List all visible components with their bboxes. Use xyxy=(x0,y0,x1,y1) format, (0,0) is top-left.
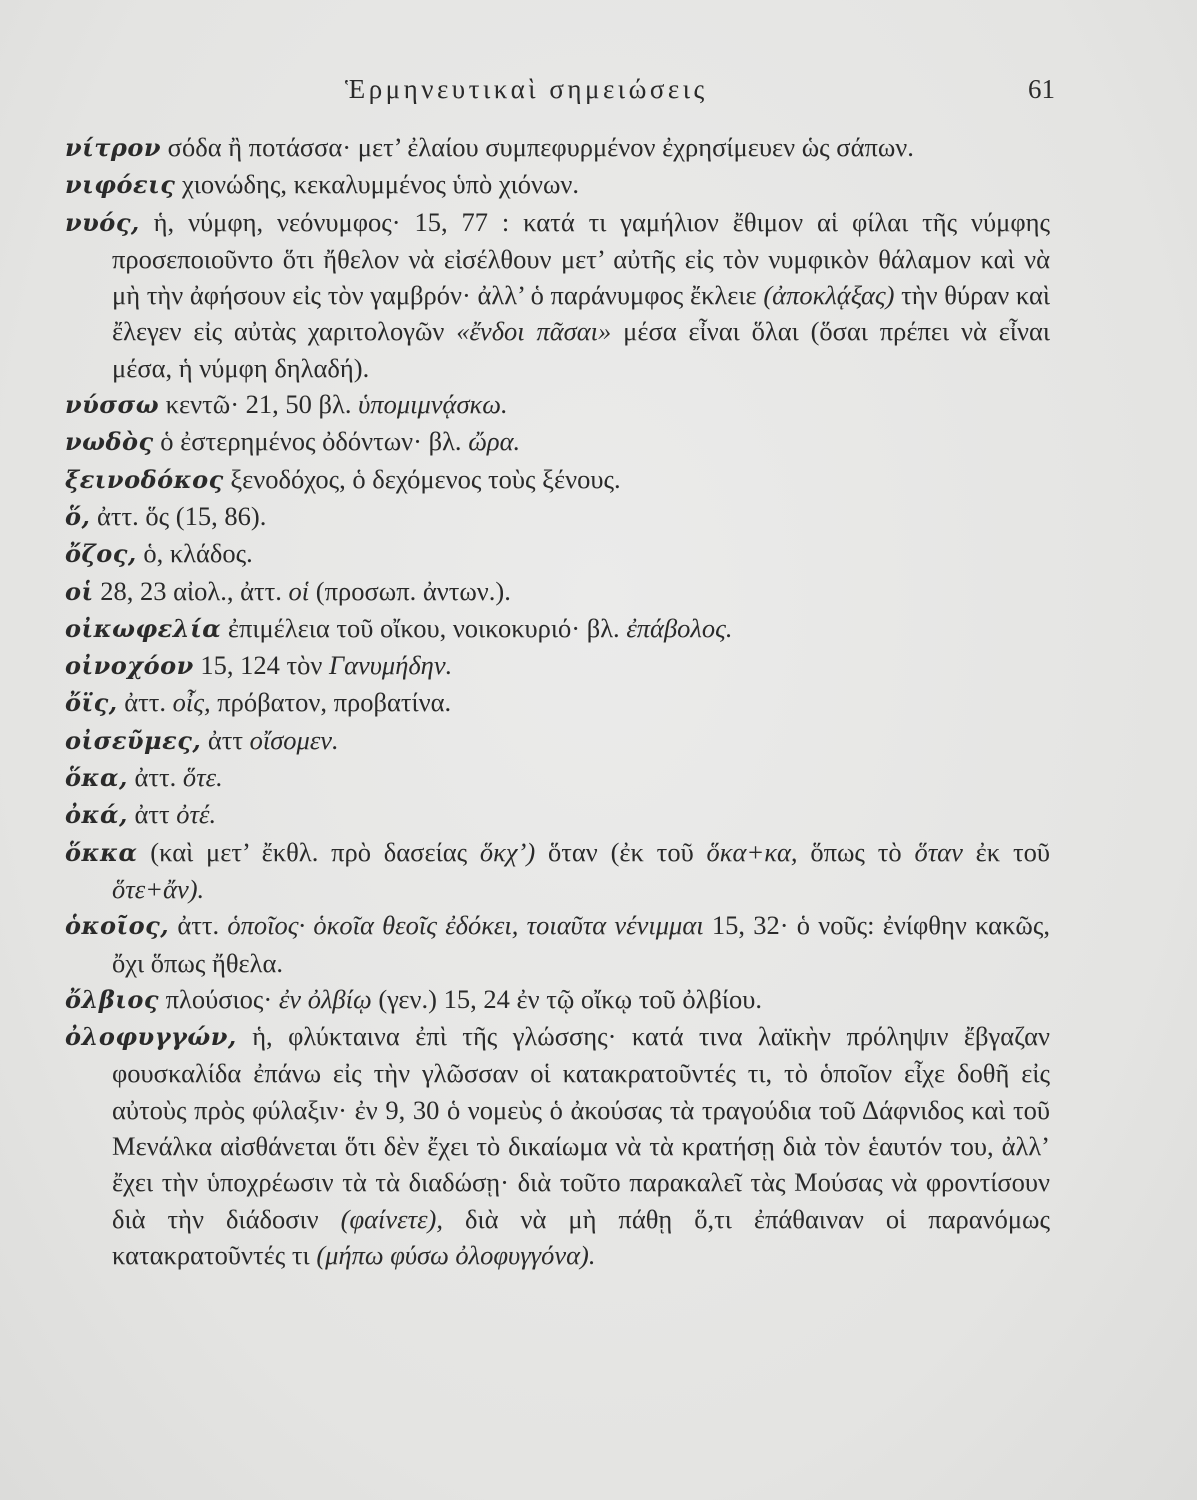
entry-italic-text: (φαίνετε), xyxy=(340,1203,443,1234)
glossary-entry xyxy=(65,610,1050,647)
entry-headword: ὀκά, xyxy=(65,800,128,830)
glossary-entries xyxy=(65,129,1050,1273)
entry-italic-text: (ἀποκλᾴξας) xyxy=(763,280,895,311)
entry-headword: οἰκωφελία xyxy=(65,613,222,643)
entry-text: ὁ, κλάδος. xyxy=(136,538,253,569)
glossary-entry xyxy=(65,759,1050,796)
entry-text: 15, 32· ὁ νοῦς: ἐνίφθην κακῶς, ὄχι ὅπως ἤθελα. xyxy=(112,910,1050,978)
entry-italic-text: οἱ xyxy=(288,575,310,606)
entry-italic-text: «ἔνδοι πᾶσαι» xyxy=(456,316,612,347)
glossary-entry xyxy=(65,423,1050,460)
glossary-entry xyxy=(65,647,1050,684)
glossary-entry xyxy=(65,129,1050,166)
entry-text: (γεν.) 15, 24 ἐν τῷ οἴκῳ τοῦ ὀλβίου. xyxy=(371,983,763,1014)
entry-text: ὅταν (ἐκ τοῦ xyxy=(535,836,707,867)
entry-text: 15, 124 τὸν xyxy=(193,650,329,681)
page-number: 61 xyxy=(1028,74,1055,104)
entry-text: τὴν θύραν καὶ ἔλεγεν εἰς αὐτὰς χαριτολογῶν xyxy=(112,280,1050,347)
entry-italic-text: ἐν ὀλβίῳ xyxy=(278,983,372,1014)
glossary-entry xyxy=(65,907,1050,981)
entry-text: πρόβατον, προβατίνα. xyxy=(210,687,452,718)
entry-text: πλούσιος· xyxy=(159,983,279,1014)
entry-headword: οἰσεῦμες, xyxy=(65,725,202,755)
glossary-entry xyxy=(65,684,1050,721)
glossary-entry xyxy=(65,461,1050,498)
entry-text: χιονώδης, κεκαλυμμένος ὑπὸ χιόνων. xyxy=(175,169,580,200)
entry-headword: νωδὸς xyxy=(65,427,154,457)
entry-text: ἀττ. xyxy=(127,762,183,793)
entry-headword: ὅ, xyxy=(65,501,91,531)
entry-italic-text: Γανυμήδην. xyxy=(329,650,453,681)
entry-text: ὁ ἐστερημένος ὀδόντων· βλ. xyxy=(153,426,469,457)
entry-italic-text: οἶς, xyxy=(172,687,211,718)
glossary-entry xyxy=(65,573,1050,610)
entry-headword: ὀλοφυγγών, xyxy=(65,1022,237,1052)
entry-italic-text: (μήπω φύσω ὀλοφυγγόνα). xyxy=(316,1239,596,1270)
entry-italic-text: ὑπομιμνᾴσκω. xyxy=(358,389,508,420)
entry-headword: ὄζος, xyxy=(65,539,137,569)
glossary-entry xyxy=(65,834,1050,908)
entry-text: ξενοδόχος, ὁ δεχόμενος τοὺς ξένους. xyxy=(223,463,621,494)
running-head xyxy=(0,74,1197,114)
entry-text: ἐπιμέλεια τοῦ οἴκου, νοικοκυριό· βλ. xyxy=(221,612,627,643)
entry-text: ἀττ xyxy=(201,724,250,755)
running-title: Ἑρμηνευτικαὶ σημειώσεις xyxy=(345,74,708,104)
entry-italic-text: ὤρα. xyxy=(468,426,521,457)
entry-text: ἀττ. xyxy=(169,910,228,941)
glossary-entry xyxy=(65,722,1050,759)
entry-headword: ὄλβιος xyxy=(65,984,160,1014)
entry-text: μέσα εἶναι ὅλαι (ὅσαι πρέπει νὰ εἶναι μέσα, ἡ νύμφη δηλαδή). xyxy=(112,316,1050,383)
entry-italic-text: οἴσομεν. xyxy=(249,724,339,755)
entry-text: ἀττ. xyxy=(117,687,173,718)
entry-text: 28, 23 αἰολ., ἀττ. xyxy=(93,575,289,606)
glossary-entry xyxy=(65,386,1050,423)
entry-text: διὰ νὰ μὴ πάθῃ ὅ,τι ἐπάθαιναν οἱ παρανόμως κατακρατοῦντές τι xyxy=(112,1203,1050,1270)
entry-headword: νυός, xyxy=(65,207,140,237)
entry-headword: ξεινοδόκος xyxy=(65,464,224,494)
glossary-entry xyxy=(65,166,1050,203)
entry-text: ἡ, νύμφη, νεόνυμφος· 15, 77 : κατά τι γαμήλιον ἔθιμον αἱ φίλαι τῆς νύμφης προσεποιοῦντο ὅτι ἤθελον νὰ εἰσέλθουν μετ’ αὐτῆς εἰς τὸν νυμφικὸν θάλαμον καὶ νὰ μὴ τὴν ἀφήσουν εἰς τὸν γαμβρόν· ἀλλ’ ὁ παράνυμφος ἔκλειε xyxy=(112,206,1050,311)
glossary-entry xyxy=(65,204,1050,386)
glossary-entry xyxy=(65,1018,1050,1273)
entry-italic-text: ὅτε. xyxy=(182,762,223,793)
entry-italic-text: ὅτε+ἄν). xyxy=(112,873,205,904)
entry-italic-text: ὅκχ’) xyxy=(479,836,536,867)
entry-text: ἐκ τοῦ xyxy=(962,836,1050,867)
entry-text: ὅπως τὸ xyxy=(797,836,915,867)
entry-text: (καὶ μετ’ ἔκθλ. πρὸ δασείας xyxy=(137,836,480,867)
entry-italic-text: ὀτέ. xyxy=(176,799,217,830)
entry-headword: νιφόεις xyxy=(65,170,176,200)
glossary-entry xyxy=(65,796,1050,833)
entry-italic-text: ὅταν xyxy=(914,836,963,867)
entry-text: ἀττ xyxy=(127,799,177,830)
entry-headword: οἰνοχόον xyxy=(65,651,194,681)
entry-headword: ὅκκα xyxy=(65,837,138,867)
entry-headword: οἱ xyxy=(65,576,94,606)
entry-headword: ὅκα, xyxy=(65,763,128,793)
entry-headword: νίτρον xyxy=(65,133,162,162)
entry-text: ἡ, φλύκταινα ἐπὶ τῆς γλώσσης· κατά τινα λαϊκὴν πρόληψιν ἔβγαζαν φουσκαλίδα ἐπάνω εἰς τὴν γλῶσσαν οἱ κατακρατοῦντές τι, τὸ ὁποῖον εἶχε δοθῆ εἰς αὐτοὺς πρὸς φύλαξιν· ἐν 9, 30 ὁ νομεὺς ὁ ἀκούσας τὰ τραγούδια τοῦ Δάφνιδος καὶ τοῦ Μενάλκα αἰσθάνεται ὅτι δὲν ἔχει τὸ δικαίωμα νὰ τὰ κρατήσῃ διὰ τὸν ἑαυτόν του, ἀλλ’ ἔχει τὴν ὑποχρέωσιν τὰ τὰ διαδώσῃ· διὰ τοῦτο παρακαλεῖ τὰς Μούσας νὰ φροντίσουν διὰ τὴν διάδοσιν xyxy=(112,1021,1050,1234)
entry-headword: ὁκοῖος, xyxy=(65,911,170,941)
entry-headword: νύσσω xyxy=(65,390,160,420)
glossary-entry xyxy=(65,981,1050,1018)
entry-italic-text: ἐπάβολος. xyxy=(626,612,733,643)
entry-italic-text: ὁποῖος· ὁκοῖα θεοῖς ἐδόκει, τοιαῦτα νένιμμαι xyxy=(227,910,704,941)
glossary-entry xyxy=(65,498,1050,535)
entry-italic-text: ὅκα+κα, xyxy=(706,836,798,867)
entry-text: (προσωπ. ἀντων.). xyxy=(309,575,511,606)
entry-text: ἀττ. ὅς (15, 86). xyxy=(90,500,267,531)
glossary-entry xyxy=(65,535,1050,572)
entry-headword: ὄϊς, xyxy=(65,688,118,718)
entry-text: κεντῶ· 21, 50 βλ. xyxy=(159,389,359,420)
entry-text: σόδα ἢ ποτάσσα· μετ’ ἐλαίου συμπεφυρμένον ἐχρησίμευεν ὡς σάπων. xyxy=(161,132,914,162)
